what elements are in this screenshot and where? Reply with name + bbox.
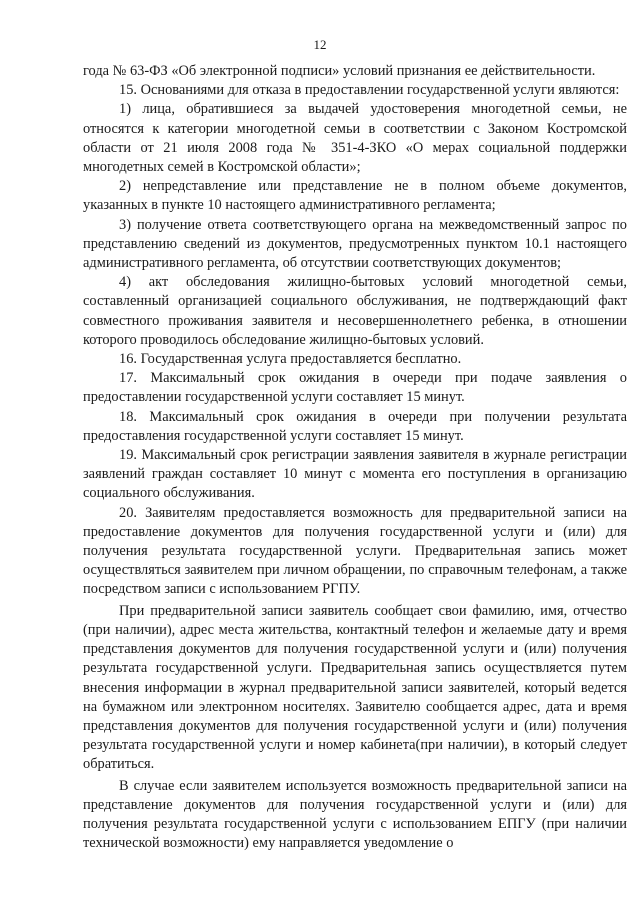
list-item-15-4: 4) акт обследования жилищно-бытовых условий многодетной семьи, составленный организацией социального обслуживания, не подтверждающий факт совместного проживания заявителя и несовершеннолетнего ребенка, в отношении которого проводилось обследование жилищно-бытовых условий. <box>83 274 627 348</box>
paragraph-20-epgu: В случае если заявителем используется возможность предварительной записи на представление документов для получения государственной услуги и (или) для получения результата государственной услуги с использованием ЕПГУ (при наличии технической возможности) ему направляется уведомление о <box>83 777 627 852</box>
list-item-15-1: 1) лица, обратившиеся за выдачей удостоверения многодетной семьи, не относятся к категории многодетной семьи в соответствии с Законом Костромской области от 21 июля 2008 года № 351-4-ЗКО «О мерах социальной поддержки многодетных семей в Костромской области»; <box>83 101 627 176</box>
paragraph-18: 18. Максимальный срок ожидания в очереди при получении результата предоставления государственной услуги составляет 15 минут. <box>83 408 627 444</box>
paragraph-20-preregistration: При предварительной записи заявитель сообщает свои фамилию, имя, отчество (при наличии), адрес места жительства, контактный телефон и желаемые дату и время представления документов для получения государственной услуги и (или) получения результата государственной услуги. Предварительная запись осуществляется путем внесения информации в журнал предварительной записи заявителей, который ведется на бумажном или электронном носителях. Заявителю сообщается адрес, дата и время представления документов для получения государственной услуги и (или) получения результата государственной услуги и номер кабинета(при наличии), в который следует обратиться. <box>83 602 627 773</box>
paragraph-17: 17. Максимальный срок ожидания в очереди при подаче заявления о предоставлении государственной услуги составляет 15 минут. <box>83 370 627 406</box>
paragraph-20: 20. Заявителям предоставляется возможность для предварительной записи на предоставление документов для получения государственной услуги и (или) для получения результата государственной услуги. Предварительная запись может осуществляться заявителем при личном обращении, по справочным телефонам, а также посредством записи с использованием РГПУ. <box>83 504 627 598</box>
list-item-15-3: 3) получение ответа соответствующего органа на межведомственный запрос по представлению сведений из документов, предусмотренных пунктом 10.1 настоящего административного регламента, об отсутствии соответствующих документов; <box>83 216 627 272</box>
list-item-15-2: 2) непредставление или представление не в полном объеме документов, указанных в пункте 10 настоящего административного регламента; <box>83 178 627 214</box>
document-body <box>83 62 627 853</box>
paragraph-15: 15. Основаниями для отказа в предоставлении государственной услуги являются: <box>119 82 620 99</box>
paragraph-16: 16. Государственная услуга предоставляется бесплатно. <box>119 351 462 368</box>
paragraph-continuation: года № 63-ФЗ «Об электронной подписи» условий признания ее действительности. <box>83 63 596 79</box>
page-number: 12 <box>313 37 327 52</box>
paragraph-19: 19. Максимальный срок регистрации заявления заявителя в журнале регистрации заявлений граждан составляет 10 минут с момента его поступления в организацию социального обслуживания. <box>83 447 627 502</box>
